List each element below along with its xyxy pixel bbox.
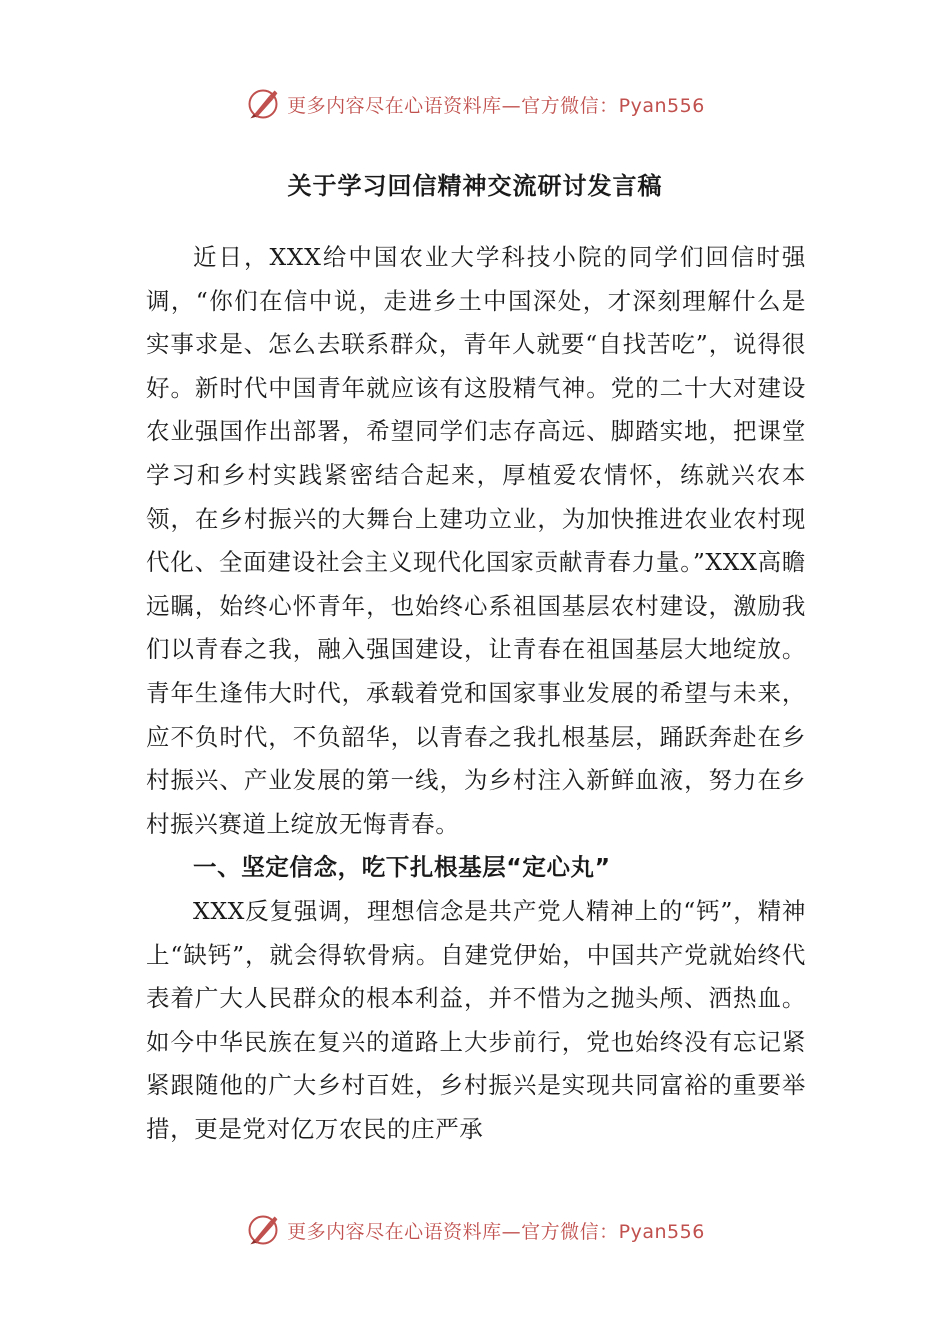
document-body — [146, 236, 806, 1151]
watermark-text: 更多内容尽在心语资料库—官方微信：Pyan556 — [287, 1220, 705, 1243]
document-title: 关于学习回信精神交流研讨发言稿 — [287, 172, 663, 200]
pen-nib-icon — [245, 1212, 281, 1248]
paragraph-intro: 近日，XXX给中国农业大学科技小院的同学们回信时强调，“你们在信中说，走进乡土中国深处，才深刻理解什么是实事求是、怎么去联系群众，青年人就要“自找苦吃”，说得很好。新时代中国青年就应该有这股精气神。党的二十大对建设农业强国作出部署，希望同学们志存高远、脚踏实地，把课堂学习和乡村实践紧密结合起来，厚植爱农情怀，练就兴农本领，在乡村振兴的大舞台上建功立业，为加快推进农业农村现代化、全面建设社会主义现代化国家贡献青春力量。”XXX高瞻远瞩，始终心怀青年，也始终心系祖国基层农村建设，激励我们以青春之我，融入强国建设，让青春在祖国基层大地绽放。青年生逢伟大时代，承载着党和国家事业发展的希望与未来，应不负时代，不负韶华，以青春之我扎根基层，踊跃奔赴在乡村振兴、产业发展的第一线，为乡村注入新鲜血液，努力在乡村振兴赛道上绽放无悔青春。 — [146, 243, 806, 838]
pen-nib-icon — [245, 86, 281, 122]
watermark-footer — [0, 1208, 950, 1252]
paragraph-section-1: XXX反复强调，理想信念是共产党人精神上的“钙”，精神上“缺钙”，就会得软骨病。自建党伊始，中国共产党就始终代表着广大人民群众的根本利益，并不惜为之抛头颅、洒热血。如今中华民族在复兴的道路上大步前行，党也始终没有忘记紧紧跟随他的广大乡村百姓，乡村振兴是实现共同富裕的重要举措，更是党对亿万农民的庄严承 — [146, 896, 806, 1143]
section-heading-1: 一、坚定信念，吃下扎根基层“定心丸” — [193, 853, 611, 882]
watermark-text: 更多内容尽在心语资料库—官方微信：Pyan556 — [287, 94, 705, 117]
watermark-header — [0, 82, 950, 126]
